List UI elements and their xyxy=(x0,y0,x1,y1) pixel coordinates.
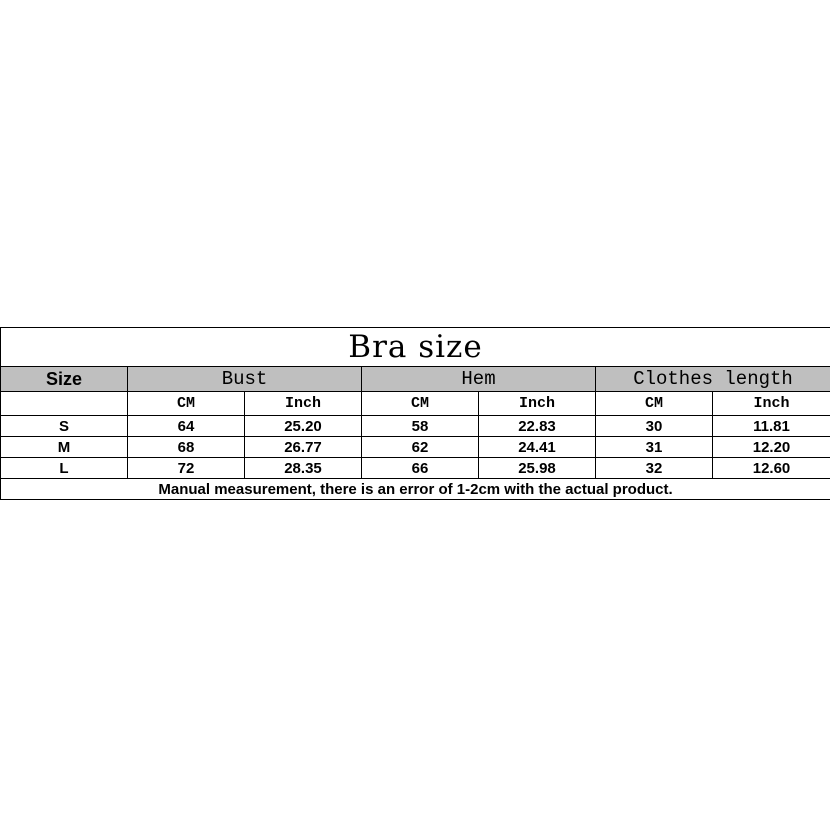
clothes-length-header: Clothes length xyxy=(596,367,830,392)
value-cell: 24.41 xyxy=(479,437,596,458)
unit-cell: Inch xyxy=(245,392,362,416)
bust-header: Bust xyxy=(128,367,362,392)
value-cell: 58 xyxy=(362,416,479,437)
value-cell: 64 xyxy=(128,416,245,437)
size-cell: S xyxy=(1,416,128,437)
unit-header-row xyxy=(1,392,830,416)
size-chart-container xyxy=(0,327,830,500)
unit-cell: Inch xyxy=(713,392,830,416)
value-cell: 25.98 xyxy=(479,458,596,479)
value-cell: 11.81 xyxy=(713,416,830,437)
value-cell: 26.77 xyxy=(245,437,362,458)
title-row xyxy=(1,328,830,367)
unit-cell: CM xyxy=(128,392,245,416)
value-cell: 12.60 xyxy=(713,458,830,479)
note-row xyxy=(1,479,830,500)
table-row xyxy=(1,437,830,458)
value-cell: 28.35 xyxy=(245,458,362,479)
value-cell: 62 xyxy=(362,437,479,458)
unit-cell: Inch xyxy=(479,392,596,416)
value-cell: 22.83 xyxy=(479,416,596,437)
chart-title: Bra size xyxy=(1,328,830,367)
value-cell: 12.20 xyxy=(713,437,830,458)
value-cell: 32 xyxy=(596,458,713,479)
size-chart-table xyxy=(0,327,830,500)
table-row xyxy=(1,458,830,479)
value-cell: 68 xyxy=(128,437,245,458)
table-row xyxy=(1,416,830,437)
unit-cell: CM xyxy=(596,392,713,416)
unit-cell: CM xyxy=(362,392,479,416)
size-cell: L xyxy=(1,458,128,479)
group-header-row xyxy=(1,367,830,392)
value-cell: 72 xyxy=(128,458,245,479)
value-cell: 66 xyxy=(362,458,479,479)
measurement-note: Manual measurement, there is an error of 1-2cm with the actual product. xyxy=(1,479,830,500)
hem-header: Hem xyxy=(362,367,596,392)
size-cell: M xyxy=(1,437,128,458)
value-cell: 25.20 xyxy=(245,416,362,437)
value-cell: 30 xyxy=(596,416,713,437)
size-column-header: Size xyxy=(1,367,128,392)
value-cell: 31 xyxy=(596,437,713,458)
unit-blank-cell xyxy=(1,392,128,416)
